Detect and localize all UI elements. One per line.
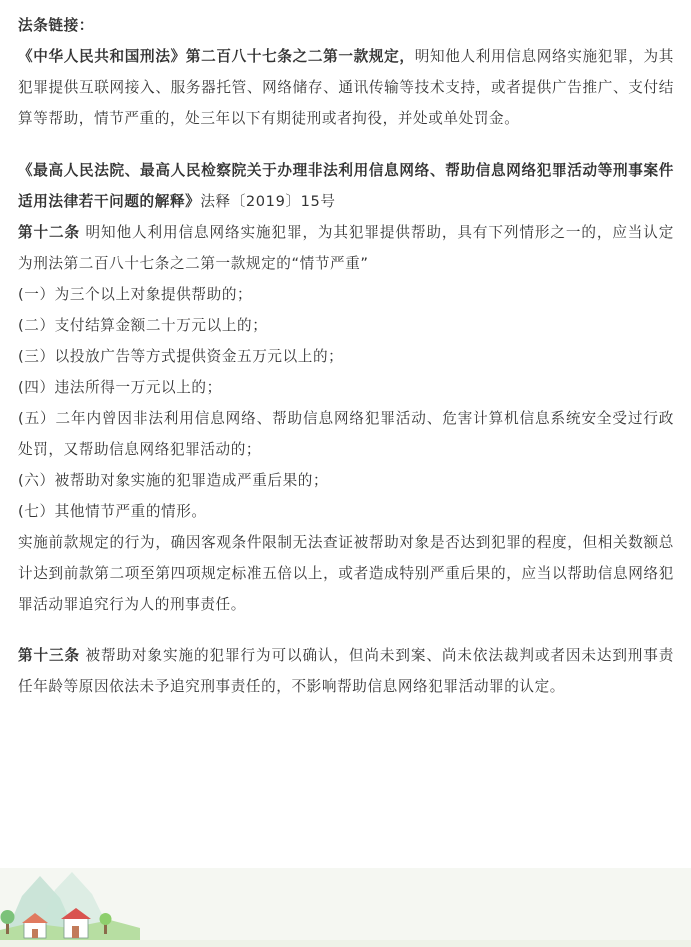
law1-text: 明知他人利用信息网络实施犯罪，为其犯罪提供互联网接入、服务器托管、网络储存、通讯传输等技术支持，或者提供广告推广、支付结算等帮助，情节严重的，处三年以下有期徒刑或者拘役，并处或单处罚金。 [18,48,674,127]
article13-label: 第十三条 [18,647,80,664]
village-scene-icon [0,868,691,947]
article12-label: 第十二条 [18,224,80,241]
article13-paragraph [18,640,674,702]
list-item: (七）其他情节严重的情形。 [18,503,207,520]
list-item: (四）违法所得一万元以上的； [18,379,222,396]
law1-title: 《中华人民共和国刑法》第二百八十七条之二第一款规定， [18,48,415,65]
spacer [18,134,674,155]
list-item: (二）支付结算金额二十万元以上的； [18,317,268,334]
section-heading: 法条链接： [18,17,94,34]
law2-doc-no: 法释〔2019〕15号 [200,193,336,210]
article13-text: 被帮助对象实施的犯罪行为可以确认，但尚未到案、尚未依法裁判或者因未达到刑事责任年龄等原因依法未予追究刑事责任的，不影响帮助信息网络犯罪活动罪的认定。 [18,647,674,695]
law2-paragraph [18,155,674,217]
article12-intro [18,217,674,279]
article-body [18,10,674,702]
footer-illustration [0,868,691,947]
list-item: (五）二年内曾因非法利用信息网络、帮助信息网络犯罪活动、危害计算机信息系统安全受过行政处罚，又帮助信息网络犯罪活动的； [18,410,674,458]
law1-paragraph [18,41,674,134]
list-item: (一）为三个以上对象提供帮助的； [18,286,253,303]
article12-closing: 实施前款规定的行为，确因客观条件限制无法查证被帮助对象是否达到犯罪的程度，但相关数额总计达到前款第二项至第四项规定标准五倍以上，或者造成特别严重后果的，应当以帮助信息网络犯罪活动罪追究行为人的刑事责任。 [18,534,674,613]
list-item: (三）以投放广告等方式提供资金五万元以上的； [18,348,344,365]
law2-title: 《最高人民法院、最高人民检察院关于办理非法利用信息网络、帮助信息网络犯罪活动等刑事案件适用法律若干问题的解释》 [18,162,674,210]
article12-intro-text: 明知他人利用信息网络实施犯罪，为其犯罪提供帮助，具有下列情形之一的，应当认定为刑法第二百八十七条之二第一款规定的“情节严重” [18,224,674,272]
spacer [18,620,674,640]
list-item: (六）被帮助对象实施的犯罪造成严重后果的； [18,472,329,489]
